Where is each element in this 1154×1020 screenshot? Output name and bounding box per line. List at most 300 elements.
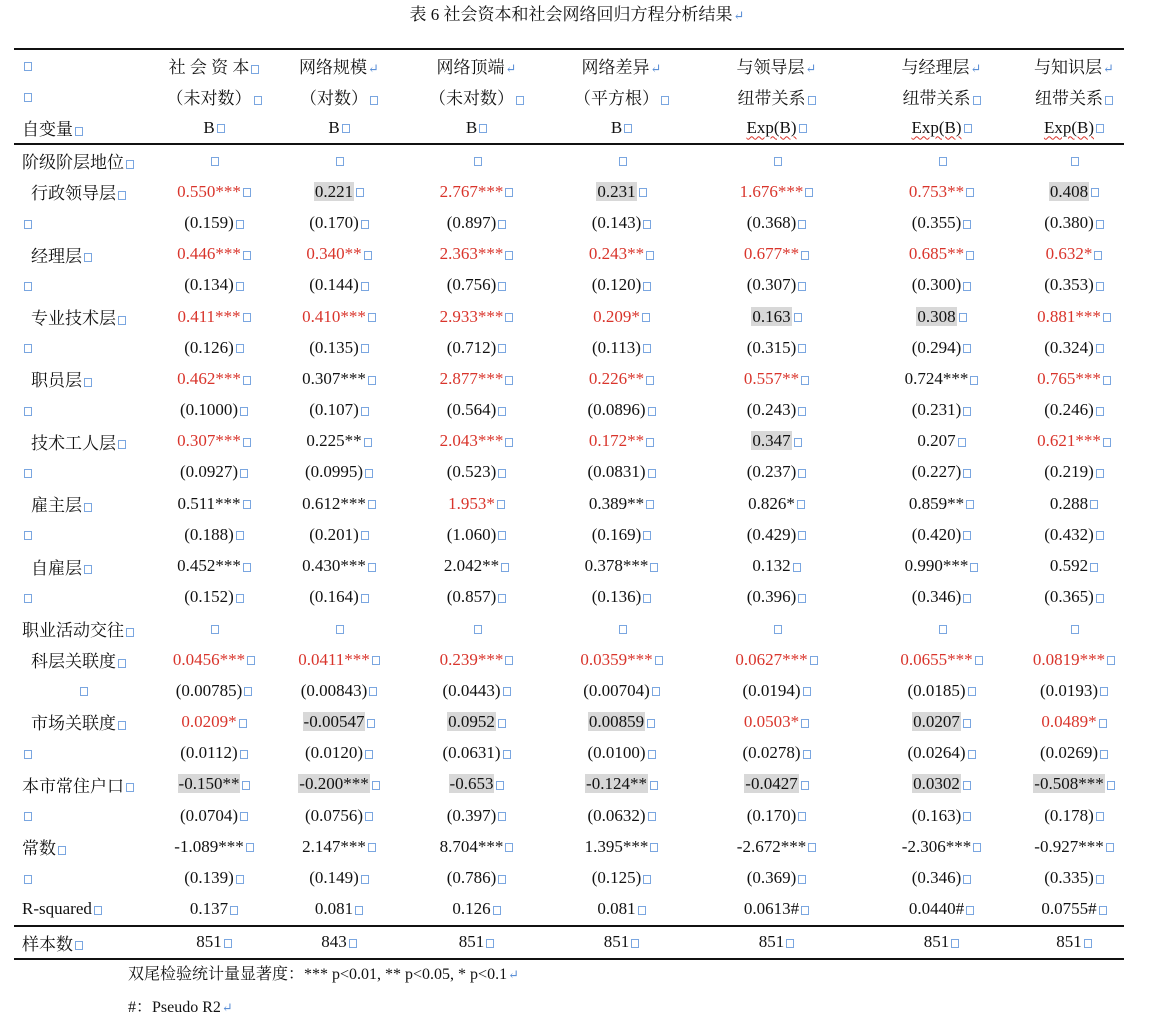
- cell-mark-icon: [240, 750, 248, 759]
- table-cell: [694, 519, 859, 550]
- table-cell: [859, 644, 1024, 675]
- cell-value: 阶级阶层地位: [22, 153, 124, 173]
- cell-mark-icon: [963, 407, 971, 416]
- table-cell: [694, 738, 859, 769]
- cell-mark-icon: [236, 531, 244, 540]
- cell-mark-icon: [798, 282, 806, 291]
- cell-mark-icon: [336, 157, 344, 166]
- column-header: [859, 112, 1024, 144]
- cell-mark-icon: [963, 469, 971, 478]
- paragraph-mark-icon: ↵: [970, 61, 982, 76]
- cell-mark-icon: [243, 313, 251, 322]
- header-label-cell: [14, 49, 154, 81]
- table-cell: [1024, 332, 1124, 363]
- cell-mark-icon: [505, 376, 513, 385]
- table-cell: [694, 144, 859, 176]
- cell-value: 0.231: [597, 181, 636, 201]
- cell-mark-icon: [126, 160, 134, 169]
- row-label: [14, 926, 154, 959]
- cell-mark-icon: [643, 344, 651, 353]
- table-cell: [274, 644, 404, 675]
- cell-value: 与领导层: [736, 58, 805, 77]
- cell-value: (0.164): [309, 587, 359, 607]
- cell-mark-icon: [803, 687, 811, 696]
- cell-mark-icon: [642, 313, 650, 322]
- cell-value: Exp(B): [746, 117, 797, 137]
- table-cell: [1024, 582, 1124, 613]
- table-cell: [274, 550, 404, 581]
- cell-value: (0.170): [309, 212, 359, 232]
- cell-value: (0.152): [184, 587, 234, 607]
- cell-value: 0.239***: [439, 649, 504, 669]
- table-cell: [549, 239, 694, 270]
- cell-value: (0.136): [591, 587, 642, 607]
- table-cell: [694, 176, 859, 207]
- cell-mark-icon: [498, 594, 506, 603]
- cell-value: 0.226**: [588, 368, 645, 388]
- cell-value: (0.355): [911, 212, 962, 232]
- cell-mark-icon: [794, 313, 802, 322]
- row-label: [14, 738, 154, 769]
- cell-value: 职业活动交往: [22, 620, 124, 640]
- table-cell: [404, 488, 549, 519]
- table-cell: [1024, 301, 1124, 332]
- cell-mark-icon: [801, 376, 809, 385]
- table-cell: [1024, 926, 1124, 959]
- table-cell: [274, 519, 404, 550]
- cell-mark-icon: [1103, 313, 1111, 322]
- cell-mark-icon: [244, 687, 252, 696]
- row-label: [14, 332, 154, 363]
- cell-value: 0.0755#: [1041, 899, 1097, 919]
- column-header: [694, 112, 859, 144]
- table-cell: [404, 613, 549, 644]
- cell-value: 行政领导层: [31, 184, 116, 204]
- table-cell: [549, 301, 694, 332]
- cell-value: (0.125): [591, 867, 642, 887]
- table-row: [14, 207, 1124, 238]
- paragraph-mark-icon: ↵: [805, 61, 817, 76]
- table-row: [14, 800, 1124, 831]
- cell-mark-icon: [505, 313, 513, 322]
- cell-value: 样本数: [22, 934, 73, 954]
- table-row: [14, 332, 1124, 363]
- column-header: [154, 49, 274, 81]
- table-cell: [154, 457, 274, 488]
- cell-value: (0.0120): [304, 743, 364, 763]
- cell-mark-icon: [774, 157, 782, 166]
- table-row: [14, 457, 1124, 488]
- table-row: [14, 519, 1124, 550]
- table-cell: [694, 207, 859, 238]
- cell-mark-icon: [798, 594, 806, 603]
- cell-mark-icon: [643, 282, 651, 291]
- row-label: [14, 769, 154, 800]
- cell-mark-icon: [1103, 376, 1111, 385]
- cell-mark-icon: [1096, 344, 1104, 353]
- table-row: [14, 769, 1124, 800]
- cell-value: 0.0952: [448, 711, 495, 731]
- cell-value: (0.369): [746, 867, 797, 887]
- cell-mark-icon: [1096, 220, 1104, 229]
- table-cell: [694, 831, 859, 862]
- cell-mark-icon: [505, 188, 513, 197]
- table-cell: [404, 644, 549, 675]
- cell-mark-icon: [1096, 124, 1104, 133]
- cell-mark-icon: [810, 656, 818, 665]
- table-cell: [859, 457, 1024, 488]
- cell-mark-icon: [498, 469, 506, 478]
- table-cell: [859, 363, 1024, 394]
- table-cell: [1024, 144, 1124, 176]
- table-row: [14, 488, 1124, 519]
- table-row: [14, 550, 1124, 581]
- cell-value: 0.592: [1049, 556, 1089, 576]
- table-row: [14, 426, 1124, 457]
- cell-mark-icon: [24, 875, 32, 884]
- cell-mark-icon: [84, 503, 92, 512]
- table-cell: [1024, 488, 1124, 519]
- cell-mark-icon: [254, 96, 262, 105]
- column-header: [154, 112, 274, 144]
- cell-mark-icon: [648, 469, 656, 478]
- table-row: [14, 176, 1124, 207]
- cell-mark-icon: [501, 563, 509, 572]
- cell-value: B: [203, 117, 215, 137]
- cell-value: 0.765***: [1037, 368, 1101, 388]
- cell-mark-icon: [650, 563, 658, 572]
- cell-value: 0.411***: [177, 306, 241, 326]
- table-cell: [154, 738, 274, 769]
- row-label: [14, 488, 154, 519]
- cell-value: （对数）: [300, 89, 368, 108]
- cell-mark-icon: [211, 625, 219, 634]
- table-cell: [404, 926, 549, 959]
- cell-value: (0.0100): [587, 743, 646, 763]
- cell-mark-icon: [794, 438, 802, 447]
- cell-mark-icon: [1100, 687, 1108, 696]
- cell-value: (0.897): [446, 212, 497, 232]
- cell-value: (0.188): [184, 524, 234, 544]
- paragraph-mark-icon: ↵: [368, 61, 379, 76]
- cell-mark-icon: [118, 659, 126, 668]
- table-cell: [1024, 613, 1124, 644]
- table-cell: [154, 582, 274, 613]
- row-label: [14, 363, 154, 394]
- cell-value: (0.307): [746, 275, 797, 295]
- cell-value: (0.00843): [300, 680, 368, 700]
- cell-value: 0.163: [752, 306, 791, 326]
- table-cell: [549, 738, 694, 769]
- cell-mark-icon: [118, 440, 126, 449]
- cell-value: 0.0440#: [908, 899, 965, 919]
- significance-note: [128, 965, 519, 985]
- table-cell: [404, 426, 549, 457]
- cell-value: 0.347: [752, 431, 791, 451]
- cell-value: (0.0927): [179, 462, 239, 482]
- cell-mark-icon: [801, 906, 809, 915]
- cell-mark-icon: [798, 875, 806, 884]
- cell-mark-icon: [474, 157, 482, 166]
- cell-value: 0.446***: [177, 244, 241, 264]
- cell-mark-icon: [798, 531, 806, 540]
- cell-value: 0.207: [917, 431, 956, 451]
- cell-value: (0.134): [184, 275, 234, 295]
- cell-value: 2.877***: [439, 368, 504, 388]
- cell-value: (0.857): [446, 587, 497, 607]
- cell-mark-icon: [361, 344, 369, 353]
- table-cell: [549, 769, 694, 800]
- cell-mark-icon: [801, 719, 809, 728]
- cell-mark-icon: [1107, 781, 1115, 790]
- table-cell: [859, 675, 1024, 706]
- row-label: [14, 301, 154, 332]
- table-row: [14, 926, 1124, 959]
- cell-value: 网络规模: [299, 58, 368, 77]
- table-cell: [549, 457, 694, 488]
- cell-value: 0.0613#: [743, 899, 800, 919]
- table-cell: [1024, 862, 1124, 893]
- table-row: [14, 363, 1124, 394]
- cell-value: 0.0456***: [172, 649, 246, 669]
- cell-value: (0.0896): [587, 400, 646, 420]
- table-cell: [404, 675, 549, 706]
- table-cell: [859, 395, 1024, 426]
- cell-mark-icon: [24, 220, 32, 229]
- table-row: [14, 613, 1124, 644]
- table-cell: [549, 800, 694, 831]
- cell-mark-icon: [801, 781, 809, 790]
- table-cell: [154, 207, 274, 238]
- cell-mark-icon: [939, 625, 947, 634]
- cell-value: 0.308: [917, 306, 956, 326]
- cell-value: 1.676***: [739, 181, 804, 201]
- table-cell: [549, 831, 694, 862]
- table-cell: [1024, 550, 1124, 581]
- cell-value: (0.144): [309, 275, 359, 295]
- column-header: [859, 49, 1024, 81]
- cell-mark-icon: [963, 282, 971, 291]
- table-row: [14, 644, 1124, 675]
- cell-value: 0.0411***: [298, 649, 370, 669]
- cell-mark-icon: [619, 157, 627, 166]
- header-row: [14, 112, 1124, 144]
- cell-mark-icon: [646, 251, 654, 260]
- cell-mark-icon: [368, 563, 376, 572]
- paragraph-mark-icon: ↵: [733, 8, 745, 23]
- cell-value: (0.00785): [175, 680, 243, 700]
- table-cell: [154, 675, 274, 706]
- cell-mark-icon: [224, 939, 232, 948]
- table-cell: [694, 550, 859, 581]
- cell-value: 0.340**: [306, 244, 362, 264]
- cell-mark-icon: [973, 96, 981, 105]
- cell-mark-icon: [372, 781, 380, 790]
- cell-mark-icon: [368, 500, 376, 509]
- cell-mark-icon: [372, 656, 380, 665]
- table-cell: [154, 644, 274, 675]
- cell-mark-icon: [1091, 188, 1099, 197]
- cell-mark-icon: [958, 438, 966, 447]
- cell-value: 本市常住户口: [22, 776, 124, 796]
- cell-mark-icon: [498, 407, 506, 416]
- column-header: [274, 81, 404, 112]
- cell-value: 843: [321, 932, 347, 952]
- cell-value: 0.243**: [588, 244, 645, 264]
- cell-value: 网络差异: [581, 58, 650, 77]
- table-cell: [694, 363, 859, 394]
- cell-mark-icon: [650, 843, 658, 852]
- cell-value: 0.225**: [306, 431, 362, 451]
- table-cell: [154, 831, 274, 862]
- table-cell: [274, 144, 404, 176]
- table-cell: [859, 706, 1024, 737]
- table-cell: [549, 644, 694, 675]
- table-cell: [404, 239, 549, 270]
- cell-mark-icon: [126, 783, 134, 792]
- cell-value: (0.170): [746, 805, 797, 825]
- header-row: [14, 49, 1124, 81]
- table-cell: [859, 488, 1024, 519]
- cell-mark-icon: [648, 750, 656, 759]
- cell-mark-icon: [236, 594, 244, 603]
- cell-value: Exp(B): [1043, 117, 1095, 137]
- table-cell: [694, 301, 859, 332]
- table-cell: [404, 862, 549, 893]
- cell-value: (0.0756): [304, 805, 364, 825]
- table-cell: [549, 176, 694, 207]
- cell-mark-icon: [243, 188, 251, 197]
- cell-value: B: [465, 117, 478, 137]
- table-cell: [274, 239, 404, 270]
- cell-value: (0.429): [746, 524, 797, 544]
- table-cell: [274, 894, 404, 926]
- cell-mark-icon: [650, 781, 658, 790]
- paragraph-mark-icon: ↵: [508, 967, 519, 982]
- cell-mark-icon: [1071, 625, 1079, 634]
- cell-mark-icon: [631, 939, 639, 948]
- cell-mark-icon: [798, 407, 806, 416]
- cell-mark-icon: [24, 344, 32, 353]
- cell-mark-icon: [966, 500, 974, 509]
- cell-mark-icon: [1106, 843, 1114, 852]
- cell-mark-icon: [798, 344, 806, 353]
- cell-value: 0.410***: [302, 306, 366, 326]
- cell-value: 0.677**: [743, 244, 800, 264]
- cell-mark-icon: [1099, 719, 1107, 728]
- cell-value: (0.396): [746, 587, 797, 607]
- table-cell: [274, 800, 404, 831]
- cell-mark-icon: [951, 939, 959, 948]
- table-cell: [549, 582, 694, 613]
- cell-mark-icon: [786, 939, 794, 948]
- table-cell: [549, 613, 694, 644]
- cell-mark-icon: [799, 124, 807, 133]
- table-cell: [1024, 769, 1124, 800]
- cell-mark-icon: [80, 687, 88, 696]
- cell-mark-icon: [498, 344, 506, 353]
- table-row: [14, 395, 1124, 426]
- cell-mark-icon: [966, 251, 974, 260]
- row-label: [14, 426, 154, 457]
- cell-value: (0.143): [591, 212, 642, 232]
- row-label: [14, 176, 154, 207]
- cell-mark-icon: [503, 687, 511, 696]
- cell-value: (0.169): [591, 524, 642, 544]
- cell-mark-icon: [1090, 563, 1098, 572]
- cell-value: 市场关联度: [31, 714, 116, 734]
- table-cell: [859, 926, 1024, 959]
- table-cell: [274, 488, 404, 519]
- cell-mark-icon: [365, 469, 373, 478]
- cell-mark-icon: [503, 750, 511, 759]
- table-cell: [154, 332, 274, 363]
- cell-value: -2.306***: [901, 836, 972, 856]
- table-cell: [404, 706, 549, 737]
- cell-value: (0.0443): [442, 680, 501, 700]
- table-cell: [274, 395, 404, 426]
- cell-value: 职员层: [31, 371, 82, 391]
- cell-value: (0.397): [446, 805, 497, 825]
- cell-mark-icon: [370, 96, 378, 105]
- cell-mark-icon: [643, 531, 651, 540]
- cell-value: (0.113): [592, 337, 641, 357]
- cell-value: (0.353): [1044, 275, 1094, 295]
- table-cell: [694, 862, 859, 893]
- cell-mark-icon: [964, 124, 972, 133]
- cell-mark-icon: [486, 939, 494, 948]
- cell-mark-icon: [24, 812, 32, 821]
- table-cell: [274, 926, 404, 959]
- cell-value: 0.389**: [588, 493, 645, 513]
- cell-mark-icon: [356, 188, 364, 197]
- table-cell: [694, 332, 859, 363]
- cell-value: 0.307***: [302, 368, 366, 388]
- cell-mark-icon: [342, 124, 350, 133]
- cell-value: 0.753**: [908, 181, 965, 201]
- cell-value: (0.243): [746, 400, 797, 420]
- table-cell: [859, 519, 1024, 550]
- table-cell: [274, 675, 404, 706]
- table-cell: [549, 706, 694, 737]
- header-label-cell: [14, 81, 154, 112]
- table-cell: [154, 519, 274, 550]
- cell-value: (0.0112): [180, 743, 238, 763]
- cell-mark-icon: [798, 812, 806, 821]
- cell-mark-icon: [655, 656, 663, 665]
- cell-mark-icon: [963, 719, 971, 728]
- cell-value: (0.0995): [304, 462, 364, 482]
- table-cell: [694, 894, 859, 926]
- cell-value: 0.288: [1049, 493, 1089, 513]
- cell-mark-icon: [336, 625, 344, 634]
- cell-value: 0.172**: [588, 431, 645, 451]
- cell-mark-icon: [498, 812, 506, 821]
- cell-value: -0.00547: [303, 711, 365, 731]
- significance-note-text: 双尾检验统计量显著度：*** p<0.01, ** p<0.05, * p<0.1: [128, 966, 508, 983]
- table-cell: [154, 550, 274, 581]
- cell-value: 纽带关系: [737, 89, 806, 108]
- table-cell: [859, 207, 1024, 238]
- cell-mark-icon: [217, 124, 225, 133]
- cell-mark-icon: [126, 628, 134, 637]
- cell-value: 0.452***: [177, 556, 241, 576]
- table-cell: [404, 831, 549, 862]
- table-cell: [694, 706, 859, 737]
- cell-value: (0.0831): [587, 462, 646, 482]
- cell-value: 0.430***: [302, 556, 366, 576]
- cell-value: (0.120): [591, 275, 642, 295]
